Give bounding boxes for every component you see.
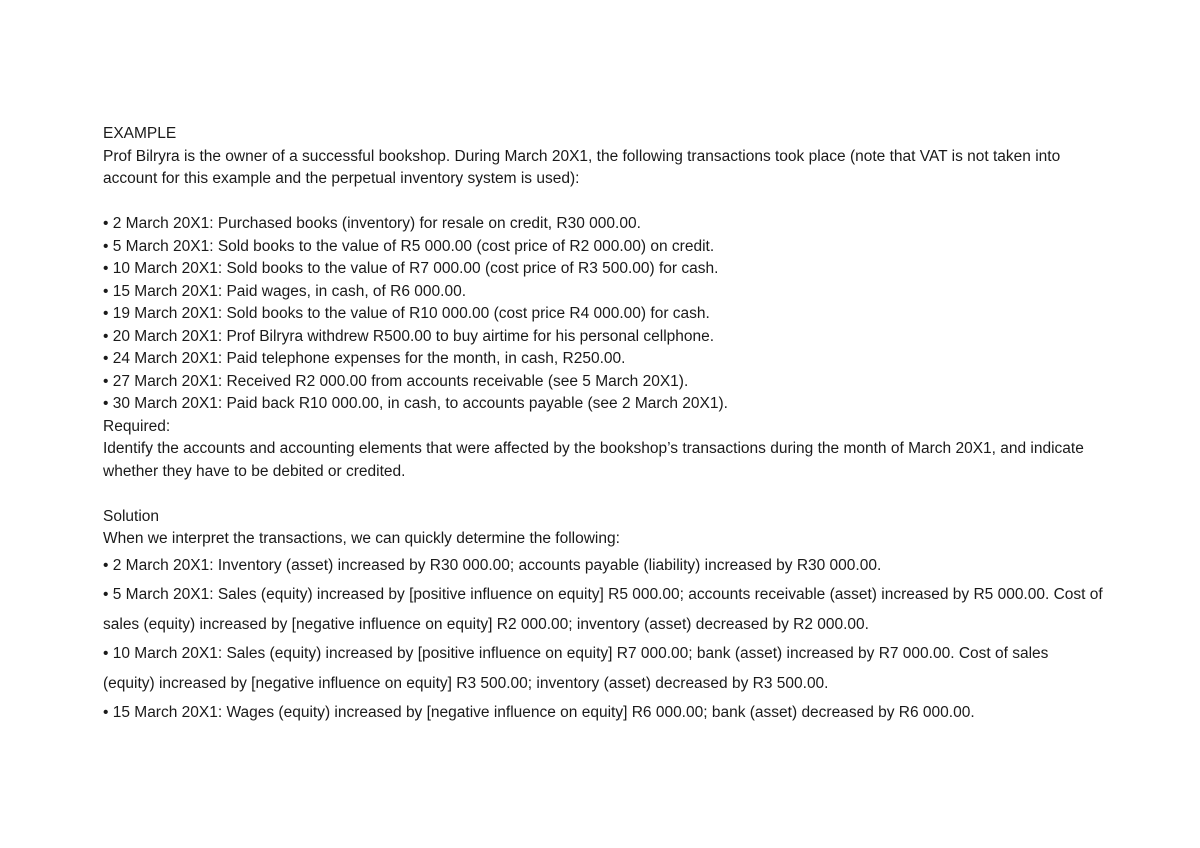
list-item: • 15 March 20X1: Wages (equity) increased by [negative influence on equity] R6 000.00; bank (asset) decreased by R6 000.00. <box>103 704 975 721</box>
required-label: Required: <box>103 417 171 435</box>
spacer <box>103 191 1103 214</box>
list-item: • 5 March 20X1: Sales (equity) increased by [positive influence on equity] R5 000.00; accounts receivable (asset) increased by R5 000.00. Cost of sales (equity) increased by [negative influence on equity] R2 000.00; inventory (asset) decreased by R2 000.00. <box>103 586 1103 633</box>
list-item: • 15 March 20X1: Paid wages, in cash, of R6 000.00. <box>103 282 467 300</box>
example-heading: EXAMPLE <box>103 125 177 142</box>
spacer <box>103 483 1103 506</box>
required-text: Identify the accounts and accounting elements that were affected by the bookshop’s transactions during the month of March 20X1, and indicate whether they have to be debited or credited. <box>103 440 1084 480</box>
example-intro: Prof Bilryra is the owner of a successful bookshop. During March 20X1, the following transactions took place (note that VAT is not taken into account for this example and the perpetual inventory system is used): <box>103 147 1061 187</box>
solution-heading: Solution <box>103 507 160 525</box>
solution-intro: When we interpret the transactions, we can quickly determine the following: <box>103 530 620 547</box>
list-item: • 19 March 20X1: Sold books to the value of R10 000.00 (cost price R4 000.00) for cash. <box>103 305 710 322</box>
list-item: • 2 March 20X1: Inventory (asset) increased by R30 000.00; accounts payable (liability) increased by R30 000.00. <box>103 556 882 574</box>
list-item: • 2 March 20X1: Purchased books (inventory) for resale on credit, R30 000.00. <box>103 215 641 232</box>
transaction-list <box>103 213 1103 416</box>
list-item: • 27 March 20X1: Received R2 000.00 from accounts receivable (see 5 March 20X1). <box>103 372 689 390</box>
list-item: • 10 March 20X1: Sales (equity) increased by [positive influence on equity] R7 000.00; bank (asset) increased by R7 000.00. Cost of sales (equity) increased by [negative influence on equity] R3 500.00; inventory (asset) decreased by R3 500.00. <box>103 645 1049 692</box>
list-item: • 5 March 20X1: Sold books to the value of R5 000.00 (cost price of R2 000.00) on credit. <box>103 237 715 255</box>
list-item: • 30 March 20X1: Paid back R10 000.00, in cash, to accounts payable (see 2 March 20X1). <box>103 395 728 412</box>
list-item: • 20 March 20X1: Prof Bilryra withdrew R500.00 to buy airtime for his personal cellphone. <box>103 327 715 345</box>
document-page <box>103 123 1103 728</box>
solution-list <box>103 551 1103 728</box>
list-item: • 24 March 20X1: Paid telephone expenses for the month, in cash, R250.00. <box>103 350 626 367</box>
list-item: • 10 March 20X1: Sold books to the value of R7 000.00 (cost price of R3 500.00) for cash. <box>103 260 719 277</box>
